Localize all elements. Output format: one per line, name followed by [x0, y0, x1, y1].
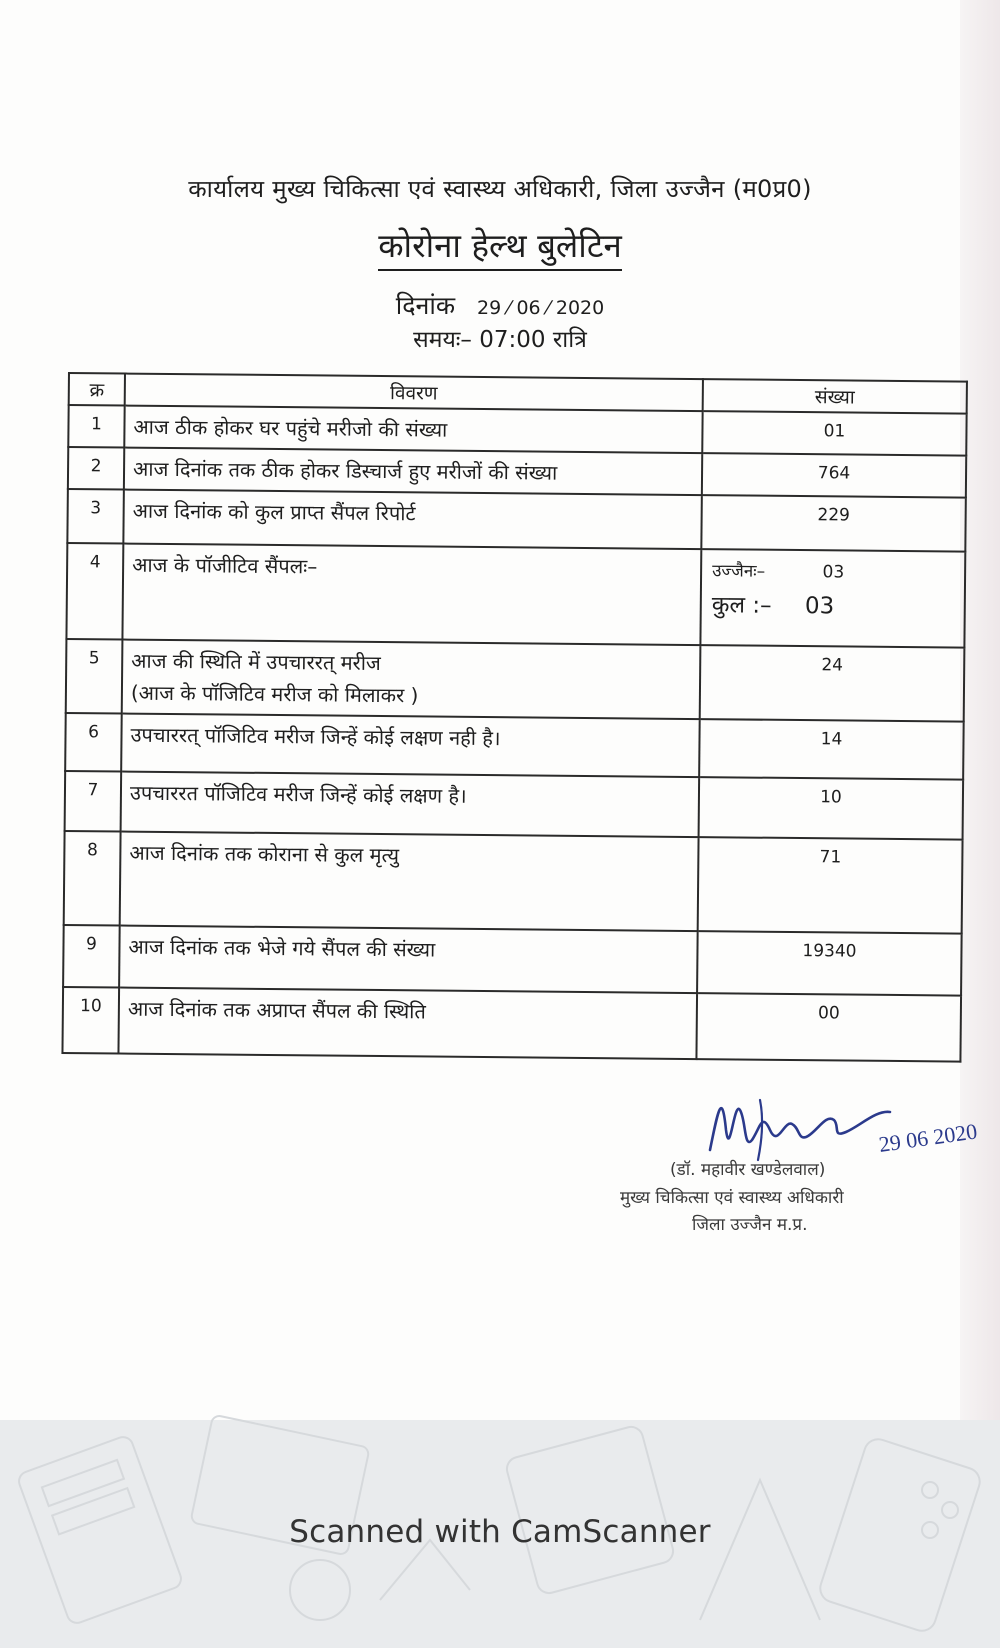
row-sn: 3: [67, 489, 124, 544]
header-count: संख्या: [703, 379, 967, 414]
row-sn: 5: [66, 639, 123, 714]
row-count: 764: [702, 453, 966, 498]
row-count: 10: [699, 777, 964, 840]
row-description-line1: आज की स्थिति में उपचाररत् मरीज: [131, 648, 381, 676]
row-sn: 7: [65, 771, 122, 832]
date-line: [0, 288, 1000, 322]
row-description: आज दिनांक तक कोराना से कुल मृत्यु: [120, 832, 699, 932]
row-count: 01: [702, 411, 966, 456]
row-count: 19340: [697, 931, 962, 996]
header-description: विवरण: [125, 374, 703, 412]
header-sn: क्र: [69, 373, 125, 406]
row-sn: 2: [68, 447, 124, 490]
signer-designation: मुख्य चिकित्सा एवं स्वास्थ्य अधिकारी: [620, 1188, 844, 1208]
time-line: समयः– 07:00 रात्रि: [413, 327, 587, 353]
page-edge-shadow: [960, 0, 1000, 1420]
total-value: 03: [804, 593, 835, 620]
row-sn: 4: [66, 543, 123, 640]
positive-total: [712, 587, 956, 621]
row-description: उपचाररत पॉजिटिव मरीज जिन्हें कोई लक्षण है।: [121, 772, 700, 838]
date-value: 29 ⁄ 06 ⁄ 2020: [477, 297, 605, 319]
ujjain-label: उज्जैनः–: [712, 561, 766, 582]
row-sn: 6: [65, 713, 122, 772]
table-row: [63, 925, 962, 996]
row-description: आज दिनांक को कुल प्राप्त सैंपल रिपोर्ट: [123, 490, 701, 550]
date-label: दिनांक: [395, 291, 456, 320]
row-description: उपचाररत् पॉजिटिव मरीज जिन्हें कोई लक्षण नही है।: [121, 714, 700, 778]
camscanner-watermark-text: Scanned with CamScanner: [289, 1514, 711, 1550]
table-row: [67, 489, 965, 552]
row-description: आज दिनांक तक अप्राप्त सैंपल की स्थिति: [118, 988, 697, 1060]
table-row: [65, 713, 964, 780]
signer-district: जिला उज्जैन म.प्र.: [692, 1215, 808, 1235]
handwritten-date: 29 06 2020: [877, 1118, 979, 1157]
positive-ujjain: [712, 558, 956, 583]
row-sn: 8: [64, 831, 121, 926]
table-row: [66, 543, 965, 648]
row-sn: 9: [63, 925, 120, 988]
row-description: आज के पॉजीटिव सैंपलः–: [122, 544, 701, 646]
table-row: [65, 771, 964, 840]
row-description: आज ठीक होकर घर पहुंचे मरीजो की संख्या: [124, 406, 702, 454]
row-sn: 1: [68, 405, 124, 448]
row-count: 71: [698, 837, 963, 934]
ujjain-value: 03: [822, 562, 845, 583]
bulletin-table: [61, 372, 968, 1063]
table-row: [66, 639, 965, 722]
row-description: आज दिनांक तक भेजे गये सैंपल की संख्या: [119, 926, 698, 994]
table-row: [64, 831, 963, 934]
office-heading: कार्यालय मुख्य चिकित्सा एवं स्वास्थ्य अधिकारी, जिला उज्जैन (म0प्र0): [188, 175, 812, 203]
row-count: 229: [701, 495, 966, 552]
bulletin-title-text: कोरोना हेल्थ बुलेटिन: [378, 226, 622, 271]
signer-name: (डॉ. महावीर खण्डेलवाल): [670, 1160, 826, 1180]
positive-samples-cell: [700, 549, 965, 648]
row-count: 00: [696, 993, 961, 1062]
total-label: कुल :–: [711, 592, 772, 619]
row-description: आज दिनांक तक ठीक होकर डिस्चार्ज हुए मरीजों की संख्या: [124, 448, 702, 496]
bulletin-title: [0, 222, 1000, 267]
signature-block: [600, 1090, 979, 1240]
row-count: 14: [699, 719, 964, 780]
row-sn: 10: [62, 987, 119, 1054]
camscanner-footer: [0, 1420, 1000, 1648]
row-count: 24: [700, 645, 965, 722]
row-description: [122, 640, 701, 720]
table-row: [62, 987, 961, 1062]
row-description-line2: (आज के पॉजिटिव मरीज को मिलाकर ): [130, 680, 419, 708]
